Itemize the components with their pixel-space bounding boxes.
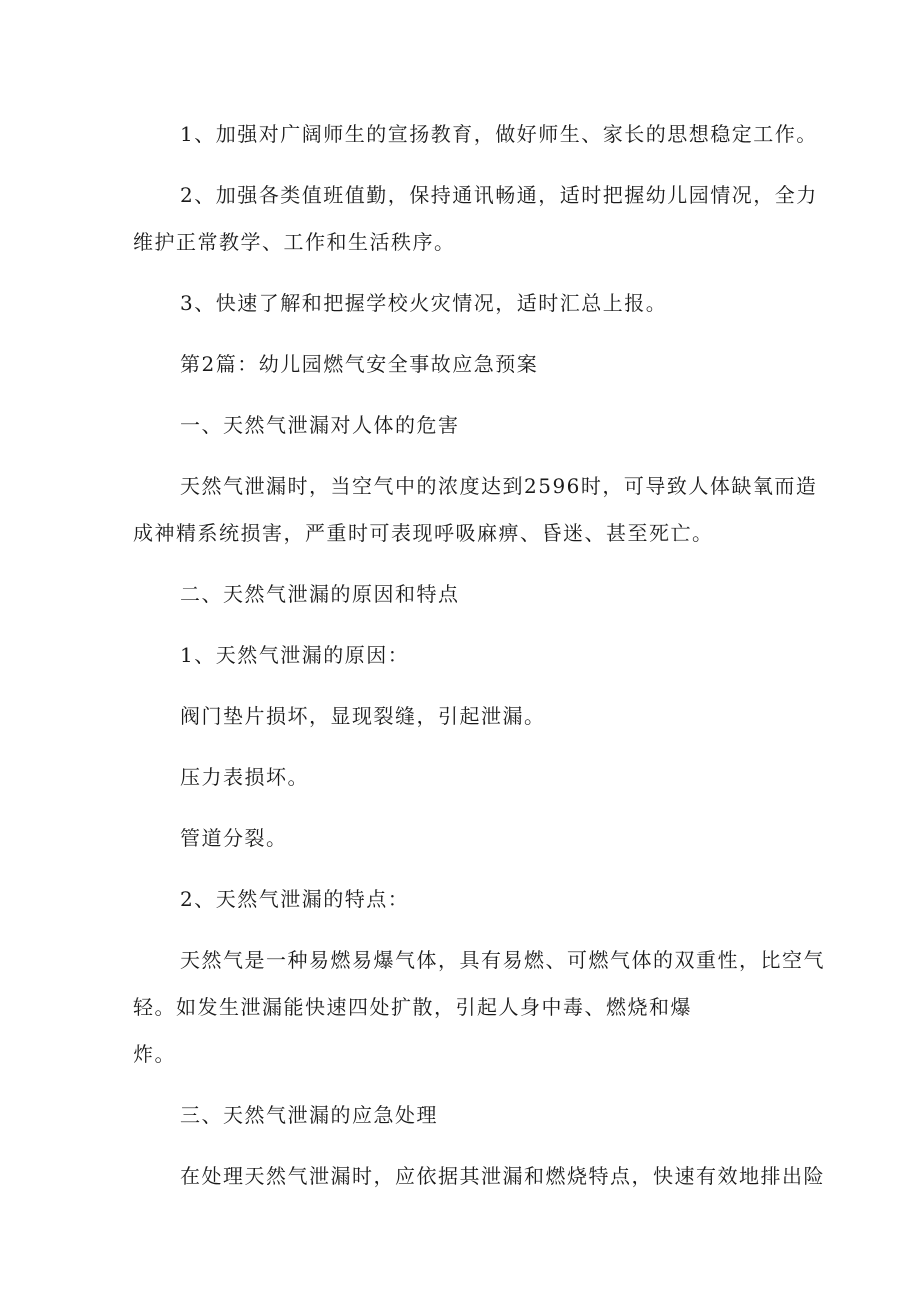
paragraph-line: 天然气泄漏时，当空气中的浓度达到2596时，可导致人体缺氧而造 bbox=[180, 474, 818, 498]
section-heading: 二、天然气泄漏的原因和特点 bbox=[180, 582, 460, 606]
paragraph-line: 1、加强对广阔师生的宣扬教育，做好师生、家长的思想稳定工作。 bbox=[180, 122, 818, 146]
list-item: 压力表损坏。 bbox=[180, 765, 309, 789]
list-item: 管道分裂。 bbox=[180, 826, 288, 850]
paragraph-line: 2、加强各类值班值勤，保持通讯畅通，适时把握幼儿园情况，全力 bbox=[180, 183, 818, 207]
section-heading: 第2篇：幼儿园燃气安全事故应急预案 bbox=[180, 352, 539, 376]
paragraph-line: 炸。 bbox=[133, 1042, 176, 1066]
paragraph-line: 维护正常教学、工作和生活秩序。 bbox=[133, 230, 456, 254]
subsection-heading: 1、天然气泄漏的原因： bbox=[180, 643, 410, 667]
paragraph-line: 在处理天然气泄漏时，应依据其泄漏和燃烧特点，快速有效地排出险 bbox=[180, 1164, 825, 1188]
paragraph-line: 轻。如发生泄漏能快速四处扩散，引起人身中毒、燃烧和爆 bbox=[133, 995, 692, 1019]
section-heading: 一、天然气泄漏对人体的危害 bbox=[180, 413, 460, 437]
subsection-heading: 2、天然气泄漏的特点： bbox=[180, 887, 410, 911]
section-heading: 三、天然气泄漏的应急处理 bbox=[180, 1103, 438, 1127]
paragraph-line: 成神精系统损害，严重时可表现呼吸麻痹、昏迷、甚至死亡。 bbox=[133, 521, 714, 545]
paragraph-line: 3、快速了解和把握学校火灾情况，适时汇总上报。 bbox=[180, 291, 668, 315]
list-item: 阀门垫片损坏，显现裂缝，引起泄漏。 bbox=[180, 704, 546, 728]
paragraph-line: 天然气是一种易燃易爆气体，具有易燃、可燃气体的双重性，比空气 bbox=[180, 948, 825, 972]
